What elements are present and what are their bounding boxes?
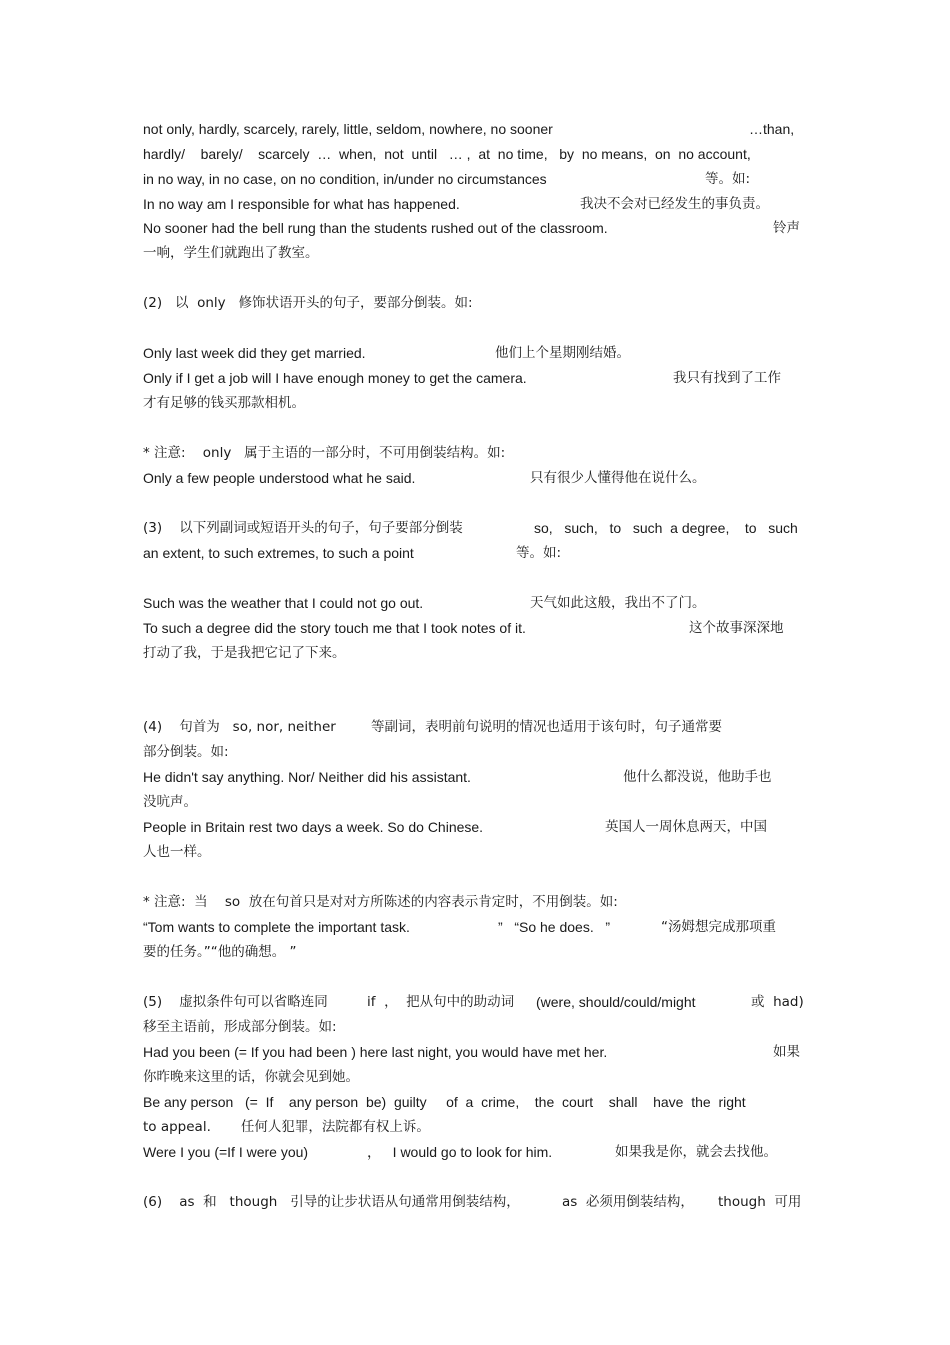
text-segment: an extent, to such extremes, to such a point — [143, 545, 414, 561]
text-segment: 一响，学生们就跑出了教室。 — [143, 245, 319, 261]
section-heading — [143, 716, 805, 738]
text-line — [143, 168, 805, 190]
example-sentence — [143, 1141, 805, 1163]
example-sentence — [143, 342, 805, 364]
note — [143, 891, 805, 913]
text-segment: ” “So he does. ” — [498, 919, 611, 935]
text-segment: 人也一样。 — [143, 844, 211, 860]
text-segment: (4) 句首为 so, nor, neither — [143, 719, 336, 735]
example-translation — [143, 941, 805, 963]
text-segment: (2) 以 only 修饰状语开头的句子，要部分倒装。如: — [143, 295, 473, 311]
text-segment: He didn't say anything. Nor/ Neither did his assistant. — [143, 769, 471, 785]
text-line — [143, 143, 805, 165]
section-heading — [143, 741, 805, 763]
text-segment: as 必须用倒装结构， — [562, 1194, 694, 1210]
text-segment: 没吭声。 — [143, 794, 197, 810]
text-segment: 或 had) — [751, 994, 804, 1010]
text-segment: Only last week did they get married. — [143, 345, 366, 361]
text-segment: 等副词，表明前句说明的情况也适用于该句时，句子通常要 — [371, 719, 722, 735]
example-sentence — [143, 193, 805, 215]
text-segment: “Tom wants to complete the important task. — [143, 919, 410, 935]
text-segment: not only, hardly, scarcely, rarely, little, seldom, nowhere, no sooner — [143, 121, 553, 137]
example-translation — [143, 392, 805, 414]
text-segment: In no way am I responsible for what has happened. — [143, 196, 460, 212]
text-segment: 等。如: — [705, 171, 751, 187]
example-translation — [143, 791, 805, 813]
example-sentence — [143, 467, 805, 489]
example-translation — [143, 841, 805, 863]
text-segment: 他们上个星期刚结婚。 — [495, 345, 630, 361]
section-heading — [143, 1016, 805, 1038]
example-sentence — [143, 592, 805, 614]
text-segment: No sooner had the bell rung than the students rushed out of the classroom. — [143, 220, 608, 236]
example-sentence — [143, 1041, 805, 1063]
text-segment: Such was the weather that I could not go out. — [143, 595, 424, 611]
text-segment: 才有足够的钱买那款相机。 — [143, 395, 305, 411]
text-segment: (were, should/could/might — [536, 994, 696, 1010]
text-segment: People in Britain rest two days a week. So do Chinese. — [143, 819, 484, 835]
text-segment: 这个故事深深地 — [689, 620, 784, 636]
text-segment: 铃声 — [773, 220, 800, 236]
example-sentence — [143, 367, 805, 389]
text-segment: 英国人一周休息两天，中国 — [605, 819, 767, 835]
example-translation — [143, 1116, 805, 1138]
text-segment: 等。如: — [516, 545, 562, 561]
section-heading — [143, 517, 805, 539]
text-segment: to appeal. 任何人犯罪，法院都有权上诉。 — [143, 1119, 430, 1135]
text-segment: 我只有找到了工作 — [673, 370, 781, 386]
example-sentence — [143, 217, 805, 239]
text-segment: To such a degree did the story touch me that I took notes of it. — [143, 620, 526, 636]
text-segment: if ， 把从句中的助动词 — [367, 994, 515, 1010]
text-segment: ， I would go to look for him. — [367, 1144, 553, 1160]
example-sentence — [143, 916, 805, 938]
text-segment: though 可用 — [718, 1194, 802, 1210]
text-segment: 如果我是你，就会去找他。 — [615, 1144, 777, 1160]
text-segment: * 注意: only 属于主语的一部分时，不可用倒装结构。如: — [143, 445, 506, 461]
example-sentence — [143, 1091, 805, 1113]
text-segment: Only if I get a job will I have enough money to get the camera. — [143, 370, 527, 386]
text-line — [143, 118, 805, 140]
text-segment: Only a few people understood what he said. — [143, 470, 416, 486]
text-segment: 你昨晚来这里的话，你就会见到她。 — [143, 1069, 359, 1085]
text-segment: “汤姆想完成那项重 — [661, 919, 776, 935]
text-segment: 如果 — [773, 1044, 800, 1060]
text-segment: …than, — [749, 121, 795, 137]
text-segment: in no way, in no case, on no condition, in/under no circumstances — [143, 171, 547, 187]
text-segment: hardly/ barely/ scarcely … when, not until … , at no time, by no means, on no account, — [143, 146, 751, 162]
example-translation — [143, 642, 805, 664]
text-segment: 我决不会对已经发生的事负责。 — [580, 196, 769, 212]
note — [143, 442, 805, 464]
text-segment: (5) 虚拟条件句可以省略连同 — [143, 994, 328, 1010]
section-heading — [143, 292, 805, 314]
section-heading — [143, 542, 805, 564]
example-sentence — [143, 766, 805, 788]
text-segment: 部分倒装。如: — [143, 744, 229, 760]
example-translation — [143, 242, 805, 264]
text-segment: 天气如此这般，我出不了门。 — [530, 595, 706, 611]
text-segment: (6) as 和 though 引导的让步状语从句通常用倒装结构， — [143, 1194, 520, 1210]
section-heading — [143, 991, 805, 1013]
text-segment: (3) 以下列副词或短语开头的句子，句子要部分倒装 — [143, 520, 463, 536]
text-segment: 要的任务。”“他的确想。 ” — [143, 944, 297, 960]
text-segment: Had you been (= If you had been ) here last night, you would have met her. — [143, 1044, 608, 1060]
text-segment: Be any person (= If any person be) guilty of a crime, the court shall have the right — [143, 1094, 746, 1110]
section-heading — [143, 1191, 805, 1213]
example-translation — [143, 1066, 805, 1088]
text-segment: 打动了我，于是我把它记了下来。 — [143, 645, 346, 661]
example-sentence — [143, 816, 805, 838]
text-segment: 只有很少人懂得他在说什么。 — [530, 470, 706, 486]
text-segment: Were I you (=If I were you) — [143, 1144, 309, 1160]
text-segment: 他什么都没说，他助手也 — [623, 769, 772, 785]
text-segment: * 注意: 当 so 放在句首只是对对方所陈述的内容表示肯定时，不用倒装。如: — [143, 894, 618, 910]
text-segment: so, such, to such a degree, to such — [534, 520, 798, 536]
text-segment: 移至主语前，形成部分倒装。如: — [143, 1019, 337, 1035]
example-sentence — [143, 617, 805, 639]
